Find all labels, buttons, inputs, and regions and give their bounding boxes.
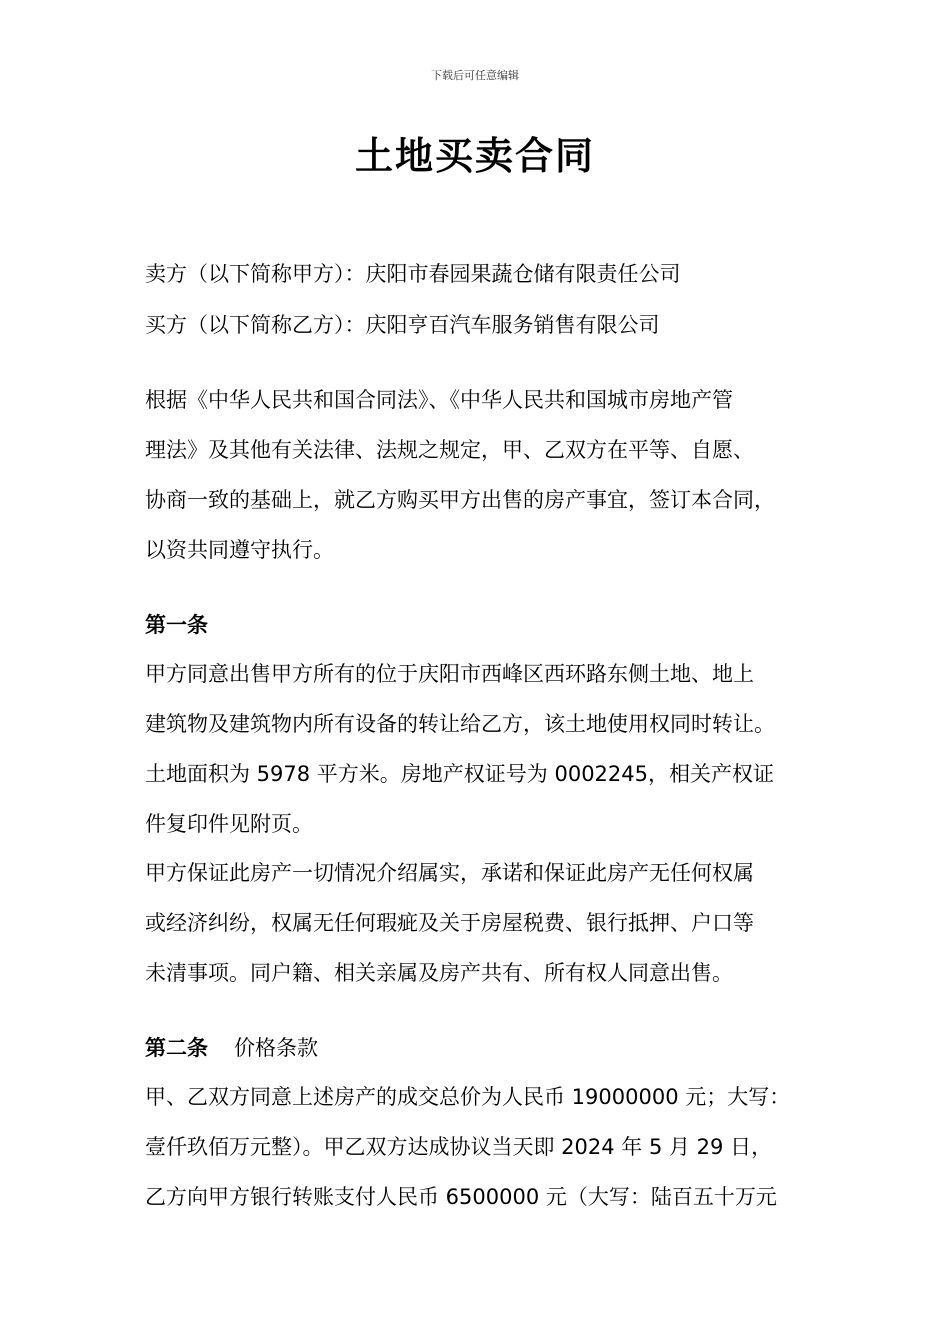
- article2-line: 乙方向甲方银行转账支付人民币 6500000 元（大写：陆百五十万元: [145, 1185, 777, 1209]
- article1-line: 建筑物及建筑物内所有设备的转让给乙方，该土地使用权同时转让。: [145, 712, 775, 736]
- preamble-line: 以资共同遵守执行。: [145, 538, 334, 562]
- article1-line: 未清事项。同户籍、相关亲属及房产共有、所有权人同意出售。: [145, 961, 733, 985]
- header-note: 下载后可任意编辑: [431, 69, 519, 82]
- article1-line: 土地面积为 5978 平方米。房地产权证号为 0002245，相关产权证: [145, 762, 774, 786]
- buyer-line: 买方（以下简称乙方）：庆阳亨百汽车服务销售有限公司: [145, 313, 660, 337]
- article1-line: 甲方保证此房产一切情况介绍属实，承诺和保证此房产无任何权属: [145, 861, 754, 885]
- article1-line: 或经济纠纷，权属无任何瑕疵及关于房屋税费、银行抵押、户口等: [145, 911, 754, 935]
- article2-heading: 第二条: [145, 1036, 208, 1060]
- preamble-line: 协商一致的基础上，就乙方购买甲方出售的房产事宜，签订本合同，: [145, 488, 775, 512]
- article1-heading: 第一条: [145, 613, 208, 637]
- preamble-line: 理法》及其他有关法律、法规之规定，甲、乙双方在平等、自愿、: [145, 438, 754, 462]
- contract-title: 土地买卖合同: [354, 133, 595, 178]
- article2-subtitle: 价格条款: [234, 1036, 318, 1060]
- article1-line: 件复印件见附页。: [145, 812, 313, 836]
- article2-heading-row: [145, 1034, 825, 1062]
- seller-line: 卖方（以下简称甲方）：庆阳市春园果蔬仓储有限责任公司: [145, 262, 681, 286]
- article2-line: 甲、乙双方同意上述房产的成交总价为人民币 19000000 元；大写：: [145, 1085, 791, 1109]
- article2-line: 壹仟玖佰万元整）。甲乙双方达成协议当天即 2024 年 5 月 29 日，: [145, 1135, 773, 1159]
- article1-line: 甲方同意出售甲方所有的位于庆阳市西峰区西环路东侧土地、地上: [145, 662, 754, 686]
- preamble-line: 根据《中华人民共和国合同法》、《中华人民共和国城市房地产管: [145, 388, 733, 412]
